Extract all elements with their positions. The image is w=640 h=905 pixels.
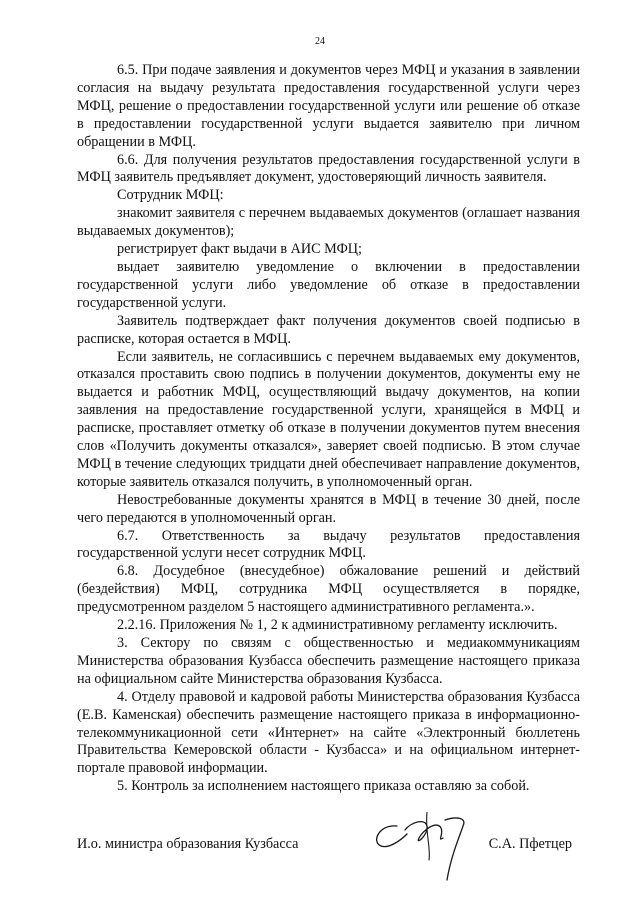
paragraph-refusal-procedure: Если заявитель, не согласившись с перечнем выдаваемых ему документов, отказался проставить свою подпись в получении документов, документы ему не выдается и работник МФЦ, осуществляющий выдачу документов, на копии заявления на предоставление государственной услуги, хранящейся в МФЦ и расписке, проставляет отметку об отказе в получении документов путем внесения слов «Получить документы отказался», заверяет своей подписью. В этом случае МФЦ в течение следующих тридцати дней обеспечивает направление документов, которые заявитель отказался получить, в уполномоченный орган. [77,348,580,490]
paragraph-4: 4. Отделу правовой и кадровой работы Министерства образования Кузбасса (Е.В. Каменская) обеспечить размещение настоящего приказа в информационно-телекоммуникационной сети «Интернет» на сайте «Электронный бюллетень Правительства Кемеровской области - Кузбасса» и на официальном интернет-портале правовой информации. [77,688,580,777]
paragraph-6-5: 6.5. При подаче заявления и документов через МФЦ и указания в заявлении согласия на выдачу результата предоставления государственной услуги через МФЦ, решение о предоставлении государственной услуги или решение об отказе в предоставлении государственной услуги выдается заявителю при личном обращении в МФЦ. [77,62,580,150]
signatory-role: И.о. министра образования Кузбасса [77,836,299,852]
paragraph-6-7: 6.7. Ответственность за выдачу результатов предоставления государственной услуги несет сотрудник МФЦ. [77,527,580,562]
paragraph-unclaimed-documents: Невостребованные документы хранятся в МФЦ в течение 30 дней, после чего передаются в уполномоченный орган. [77,491,580,526]
paragraph-5: 5. Контроль за исполнением настоящего приказа оставляю за собой. [117,778,530,795]
handwritten-signature [367,812,477,882]
paragraph-staff-duty-1: знакомит заявителя с перечнем выдаваемых документов (оглашает названия выдаваемых документов); [77,205,580,240]
paragraph-3: 3. Сектору по связям с общественностью и медиакоммуникациям Министерства образования Кузбасса обеспечить размещение настоящего приказа на официальном сайте Министерства образования Кузбасса. [77,635,580,687]
signature-block [77,836,580,896]
paragraph-staff-duty-3: выдает заявителю уведомление о включении в предоставлении государственной услуги либо уведомление об отказе в предоставлении государственной услуги. [77,258,580,311]
paragraph-6-8: 6.8. Досудебное (внесудебное) обжалование решений и действий (бездействия) МФЦ, сотрудника МФЦ осуществляется в порядке, предусмотренном разделом 5 настоящего административного регламента.». [77,563,580,616]
page-number: 24 [315,36,325,47]
paragraph-staff-heading: Сотрудник МФЦ: [117,187,224,204]
paragraph-6-6: 6.6. Для получения результатов предоставления государственной услуги в МФЦ заявитель предъявляет документ, удостоверяющий личность заявителя. [77,151,580,186]
paragraph-staff-duty-2: регистрирует факт выдачи в АИС МФЦ; [117,241,362,258]
paragraph-receipt-confirmation: Заявитель подтверждает факт получения документов своей подписью в расписке, которая остается в МФЦ. [77,312,580,347]
signatory-name: С.А. Пфетцер [488,836,572,852]
paragraph-2-2-16: 2.2.16. Приложения № 1, 2 к административному регламенту исключить. [117,617,558,634]
document-body [77,62,580,796]
